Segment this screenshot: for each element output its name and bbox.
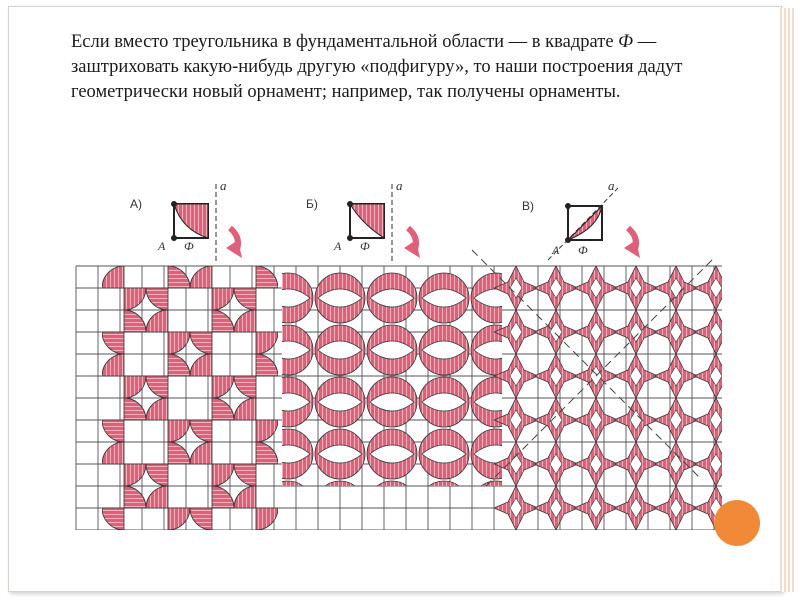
svg-text:Б): Б) (306, 197, 318, 211)
text-phi: Ф (618, 32, 634, 52)
ornament-figure (62, 178, 722, 530)
svg-text:a: a (396, 178, 403, 193)
svg-text:a: a (608, 178, 615, 193)
text-part-1: Если вместо треугольника в фундаментальной области — в квадрате (71, 32, 619, 52)
slide-text (71, 30, 691, 105)
svg-text:Ф: Ф (360, 239, 370, 253)
svg-text:a: a (220, 178, 227, 193)
svg-text:Ф: Ф (578, 243, 588, 257)
svg-text:A: A (158, 239, 166, 253)
svg-text:A: A (334, 239, 342, 253)
svg-text:В): В) (522, 199, 534, 213)
decorative-stripe (780, 8, 794, 592)
svg-text:A: A (552, 243, 560, 257)
text-part-2: — заштриховать какую-нибудь другую «подфигуру», то наши построения дадут геометрически новый орнамент; например, так получены орнаменты. (71, 32, 683, 102)
accent-circle (714, 500, 760, 546)
panel-a-label: А) (130, 197, 142, 211)
svg-text:Ф: Ф (184, 239, 194, 253)
